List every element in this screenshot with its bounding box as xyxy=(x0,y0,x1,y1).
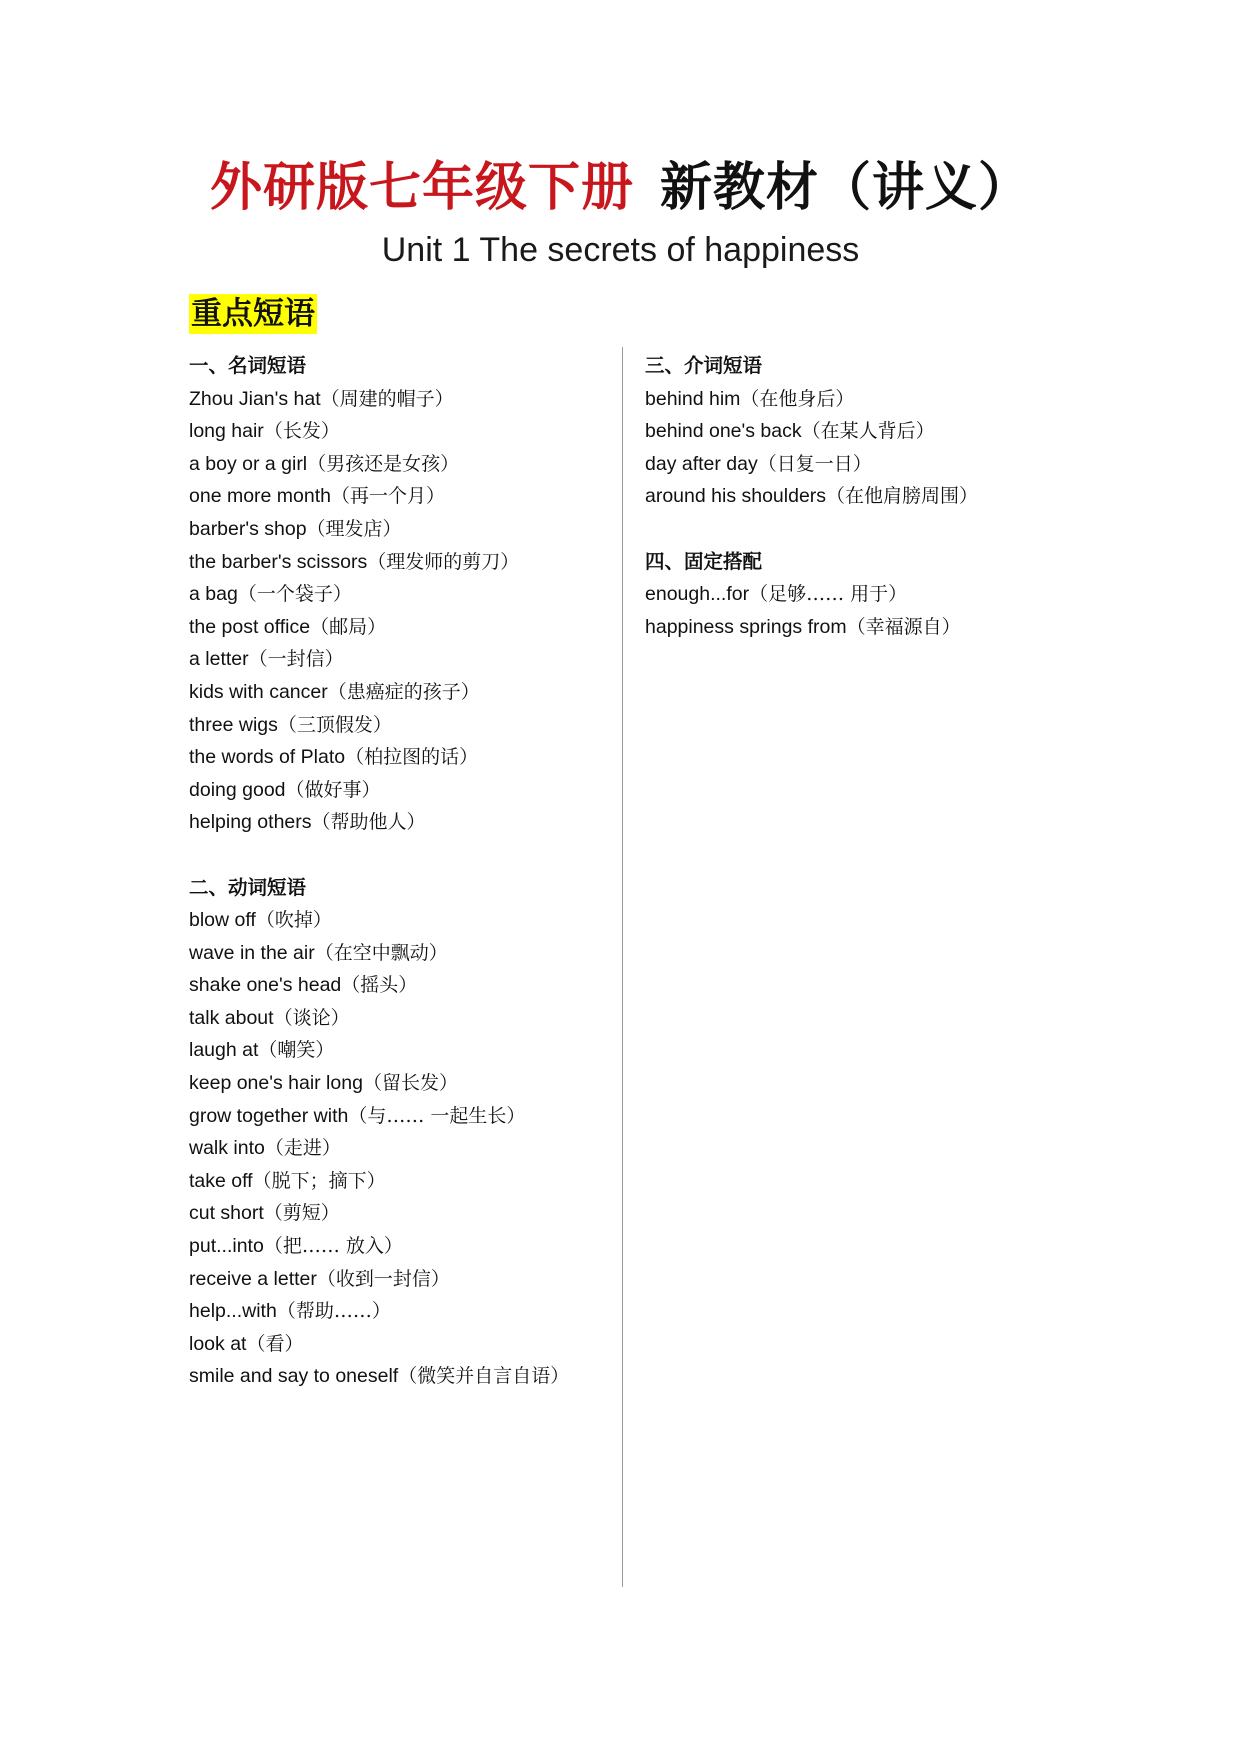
phrase-item xyxy=(189,1067,629,1100)
group-title: 四、固定搭配 xyxy=(645,549,763,573)
phrase-english: keep one's hair long xyxy=(189,1072,363,1095)
phrase-english: a letter xyxy=(189,648,249,671)
phrase-english: talk about xyxy=(189,1006,274,1029)
phrase-group xyxy=(189,350,629,839)
phrase-english: look at xyxy=(189,1332,247,1355)
phrase-chinese: （收到一封信） xyxy=(316,1267,450,1290)
group-title: 一、名词短语 xyxy=(189,354,307,377)
phrase-english: grow together with xyxy=(189,1104,349,1127)
phrase-chinese: （一封信） xyxy=(248,648,344,671)
phrase-chinese: （足够…… 用于） xyxy=(749,583,908,606)
phrase-english: barber's shop xyxy=(189,517,307,540)
phrase-item xyxy=(189,806,629,839)
phrase-english: laugh at xyxy=(189,1039,259,1062)
phrase-chinese: （帮助……） xyxy=(276,1300,391,1323)
phrase-english: around his shoulders xyxy=(645,485,827,508)
phrase-chinese: （幸福源自） xyxy=(846,615,961,638)
phrase-english: walk into xyxy=(189,1137,265,1160)
phrase-item xyxy=(189,546,629,579)
phrase-english: happiness springs from xyxy=(645,615,847,638)
phrase-item xyxy=(189,1360,629,1393)
phrase-chinese: （患癌症的孩子） xyxy=(327,680,480,703)
phrase-english: the barber's scissors xyxy=(189,550,368,573)
phrase-english: Zhou Jian's hat xyxy=(189,387,321,410)
phrase-item xyxy=(645,611,1185,644)
phrase-chinese: （帮助他人） xyxy=(311,811,426,834)
phrase-chinese: （柏拉图的话） xyxy=(345,746,479,769)
phrase-item xyxy=(189,1132,629,1165)
phrase-english: put...into xyxy=(189,1235,264,1258)
phrase-english: kids with cancer xyxy=(189,680,328,703)
phrase-item xyxy=(189,1002,629,1035)
phrase-chinese: （与…… 一起生长） xyxy=(348,1104,526,1127)
phrase-chinese: （谈论） xyxy=(273,1006,350,1029)
phrase-item xyxy=(189,741,629,774)
phrase-item xyxy=(189,1230,629,1263)
phrase-chinese: （嘲笑） xyxy=(258,1039,335,1062)
phrase-english: cut short xyxy=(189,1202,264,1225)
phrase-group xyxy=(645,546,1185,644)
title-black-part: 新教材（讲义） xyxy=(660,157,1032,218)
phrase-chinese: （一个袋子） xyxy=(237,583,352,606)
phrase-item xyxy=(189,513,629,546)
phrase-item xyxy=(645,448,1185,481)
phrase-chinese: （在他身后） xyxy=(740,387,855,410)
phrase-item xyxy=(189,1328,629,1361)
phrase-item xyxy=(189,937,629,970)
phrase-chinese: （在空中飘动） xyxy=(314,941,448,964)
phrase-item xyxy=(189,415,629,448)
phrase-english: receive a letter xyxy=(189,1267,317,1290)
phrase-item xyxy=(645,383,1185,416)
phrase-group xyxy=(189,872,629,1394)
phrase-english: one more month xyxy=(189,485,331,508)
phrase-item xyxy=(189,904,629,937)
phrase-item xyxy=(189,611,629,644)
group-title: 三、介词短语 xyxy=(645,354,763,377)
phrase-item xyxy=(189,1034,629,1067)
phrase-item xyxy=(189,643,629,676)
phrase-item xyxy=(189,1165,629,1198)
phrase-item xyxy=(189,969,629,1002)
phrase-item xyxy=(189,709,629,742)
left-column xyxy=(189,350,629,1426)
phrase-english: long hair xyxy=(189,420,264,443)
phrase-english: a boy or a girl xyxy=(189,452,308,475)
phrase-english: take off xyxy=(189,1169,253,1192)
group-title: 二、动词短语 xyxy=(189,875,307,899)
phrase-group xyxy=(645,350,1185,513)
phrase-item xyxy=(645,578,1185,611)
title-red-part: 外研版七年级下册 xyxy=(209,157,634,218)
phrase-chinese: （邮局） xyxy=(310,615,387,638)
phrase-item xyxy=(189,1197,629,1230)
phrase-english: behind one's back xyxy=(645,420,802,443)
phrase-chinese: （走进） xyxy=(264,1137,341,1160)
phrase-item xyxy=(189,448,629,481)
phrase-item xyxy=(189,676,629,709)
phrase-chinese: （理发店） xyxy=(306,517,402,540)
phrase-english: day after day xyxy=(645,452,758,475)
phrase-chinese: （三顶假发） xyxy=(277,713,392,736)
phrase-item xyxy=(189,1295,629,1328)
phrase-english: helping others xyxy=(189,811,312,834)
phrase-item xyxy=(189,383,629,416)
phrase-item xyxy=(189,480,629,513)
phrase-chinese: （留长发） xyxy=(362,1072,458,1095)
phrase-english: wave in the air xyxy=(189,941,315,964)
phrase-chinese: （微笑并自言自语） xyxy=(398,1365,570,1388)
phrase-chinese: （在某人背后） xyxy=(801,420,935,443)
key-phrases-heading: 重点短语 xyxy=(191,296,315,332)
phrase-item xyxy=(189,1100,629,1133)
phrase-chinese: （在他肩膀周围） xyxy=(826,485,979,508)
phrase-chinese: （日复一日） xyxy=(757,452,872,475)
phrase-chinese: （摇头） xyxy=(341,974,418,997)
phrase-chinese: （做好事） xyxy=(285,778,381,801)
phrase-english: shake one's head xyxy=(189,974,342,997)
phrase-english: smile and say to oneself xyxy=(189,1365,399,1388)
phrase-chinese: （把…… 放入） xyxy=(263,1235,403,1258)
phrase-chinese: （脱下；摘下） xyxy=(252,1169,386,1192)
phrase-item xyxy=(189,578,629,611)
phrase-chinese: （周建的帽子） xyxy=(320,387,454,410)
phrase-item xyxy=(189,774,629,807)
phrase-english: three wigs xyxy=(189,713,278,736)
phrase-english: behind him xyxy=(645,387,741,410)
phrase-chinese: （长发） xyxy=(263,420,340,443)
phrase-english: help...with xyxy=(189,1300,277,1323)
unit-subtitle: Unit 1 The secrets of happiness xyxy=(381,231,860,269)
phrase-english: the post office xyxy=(189,615,311,638)
phrase-item xyxy=(189,1263,629,1296)
phrase-chinese: （理发师的剪刀） xyxy=(367,550,520,573)
page-title xyxy=(0,156,1241,220)
right-column xyxy=(645,350,1185,676)
phrase-chinese: （吹掉） xyxy=(255,909,332,932)
phrase-chinese: （男孩还是女孩） xyxy=(307,452,460,475)
phrase-chinese: （剪短） xyxy=(263,1202,340,1225)
phrase-english: the words of Plato xyxy=(189,746,346,769)
phrase-item xyxy=(645,480,1185,513)
phrase-english: doing good xyxy=(189,778,286,801)
phrase-chinese: （再一个月） xyxy=(331,485,446,508)
phrase-english: blow off xyxy=(189,909,256,932)
phrase-english: a bag xyxy=(189,583,238,606)
phrase-chinese: （看） xyxy=(246,1332,304,1355)
phrase-english: enough...for xyxy=(645,583,750,606)
phrase-item xyxy=(645,415,1185,448)
